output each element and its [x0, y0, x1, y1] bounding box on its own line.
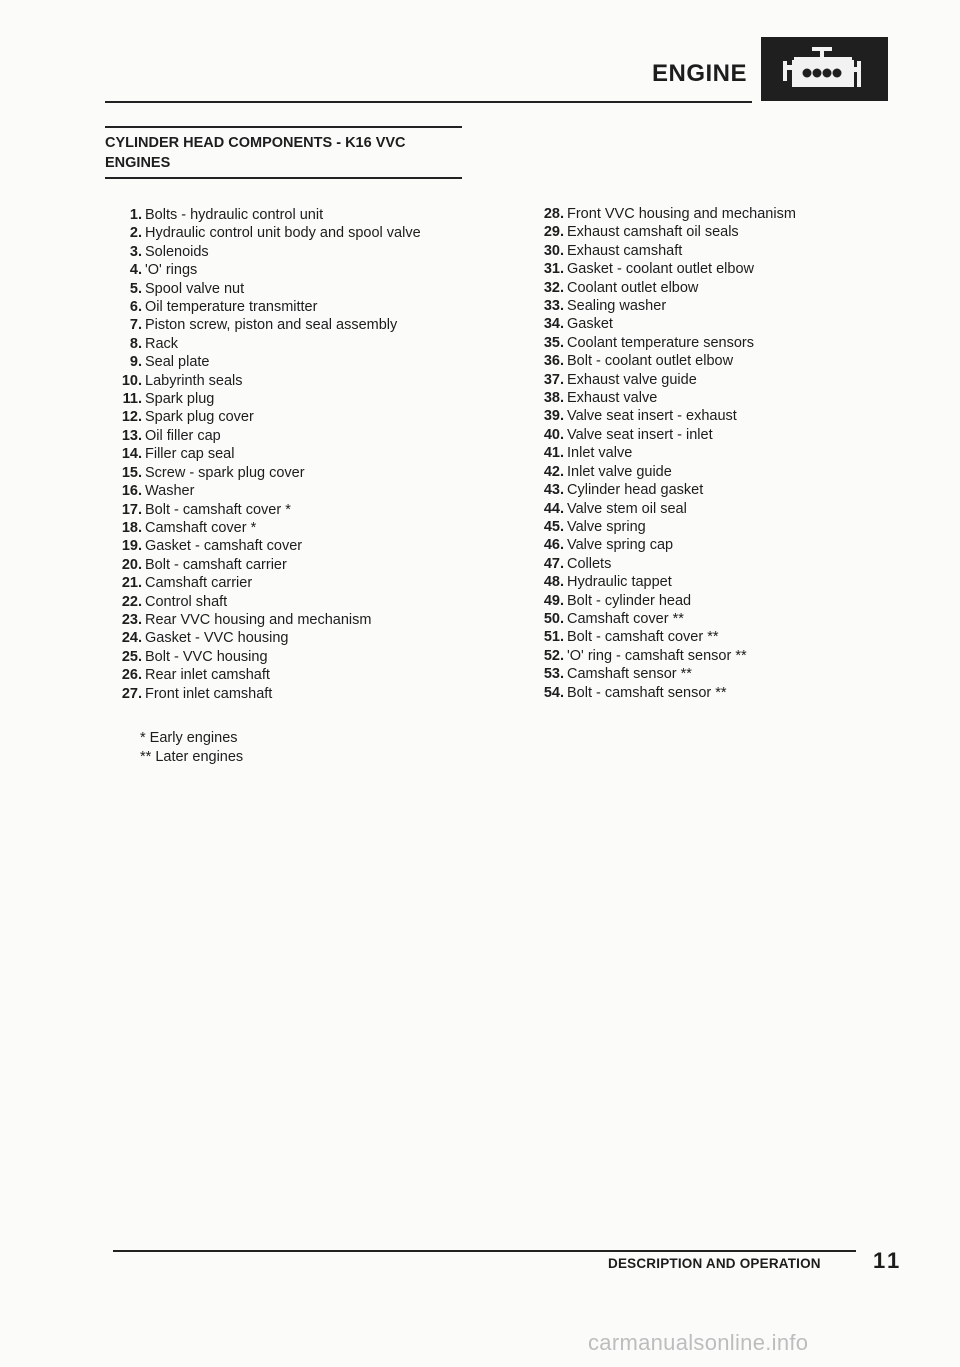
part-label: Camshaft cover * [145, 519, 257, 536]
watermark: carmanualsonline.info [588, 1330, 809, 1355]
part-number: 16. [121, 483, 142, 500]
part-label: Camshaft cover ** [567, 610, 684, 627]
list-item [103, 298, 483, 316]
part-number: 31. [543, 261, 564, 278]
part-number: 15. [121, 464, 142, 481]
part-label: Labyrinth seals [145, 372, 243, 389]
part-label: Oil temperature transmitter [145, 299, 318, 316]
list-item [527, 297, 907, 315]
part-label: Bolts - hydraulic control unit [145, 207, 324, 223]
part-label: Valve stem oil seal [567, 500, 687, 517]
part-label: Piston screw, piston and seal assembly [145, 317, 398, 334]
section-rule-top [105, 126, 462, 128]
part-number: 32. [543, 279, 564, 296]
part-number: 4. [129, 262, 142, 279]
part-label: Spark plug [145, 391, 215, 408]
part-label: Control shaft [145, 593, 228, 610]
part-label: Coolant temperature sensors [567, 334, 754, 351]
part-number: 52. [543, 647, 564, 664]
list-item [103, 501, 483, 519]
part-number: 35. [543, 334, 564, 351]
list-item [527, 500, 907, 518]
part-label: Rack [145, 335, 179, 352]
page-number: 11 [873, 1248, 903, 1273]
list-item [527, 665, 907, 683]
part-number: 13. [121, 427, 142, 444]
part-number: 23. [121, 611, 142, 628]
part-number: 26. [121, 667, 142, 684]
part-number: 36. [543, 353, 564, 370]
part-number: 12. [121, 409, 142, 426]
list-item [527, 647, 907, 665]
part-label: Hydraulic tappet [567, 574, 672, 591]
list-item [527, 444, 907, 462]
parts-list-right [527, 205, 907, 702]
part-label: Seal plate [145, 354, 210, 371]
part-number: 53. [543, 666, 564, 683]
list-item [527, 518, 907, 536]
list-item [527, 389, 907, 407]
part-number: 28. [543, 206, 564, 222]
part-label: Bolt - coolant outlet elbow [567, 353, 734, 370]
list-item [103, 556, 483, 574]
part-label: Spark plug cover [145, 409, 254, 426]
list-item [527, 628, 907, 646]
list-item [103, 666, 483, 684]
footer-section-label: DESCRIPTION AND OPERATION [608, 1256, 821, 1271]
part-label: Oil filler cap [145, 427, 221, 444]
part-label: Valve spring cap [567, 537, 674, 554]
part-label: Rear inlet camshaft [145, 667, 270, 684]
part-number: 11. [122, 391, 142, 408]
part-label: Camshaft carrier [145, 575, 253, 592]
header-rule [105, 101, 752, 103]
list-item [103, 629, 483, 647]
part-number: 17. [121, 501, 142, 518]
part-label: Solenoids [145, 243, 209, 260]
engine-icon [761, 37, 888, 101]
list-item [527, 573, 907, 591]
footer-rule [113, 1250, 856, 1252]
list-item [527, 684, 907, 702]
part-label: 'O' ring - camshaft sensor ** [567, 647, 747, 664]
part-label: Exhaust camshaft [567, 242, 683, 259]
list-item [103, 408, 483, 426]
part-number: 2. [129, 225, 142, 242]
list-item [103, 206, 483, 224]
part-label: Inlet valve guide [567, 463, 672, 480]
list-item [103, 537, 483, 555]
list-item [103, 243, 483, 261]
list-item [527, 555, 907, 573]
part-label: Inlet valve [567, 445, 633, 462]
part-label: Coolant outlet elbow [567, 279, 699, 296]
list-item [103, 482, 483, 500]
footnote-early: * Early engines [140, 730, 238, 746]
section-title: CYLINDER HEAD COMPONENTS - K16 VVC ENGINES [105, 135, 406, 171]
part-number: 9. [129, 354, 142, 371]
part-label: Bolt - camshaft sensor ** [567, 684, 727, 701]
part-number: 18. [121, 519, 142, 536]
engine-badge [761, 37, 888, 101]
footnotes [140, 729, 243, 767]
list-item [103, 648, 483, 666]
list-item [527, 407, 907, 425]
footnote-later: ** Later engines [140, 749, 244, 765]
part-label: Bolt - camshaft cover * [145, 501, 291, 518]
section-rule-bottom [105, 177, 462, 179]
part-number: 33. [543, 298, 564, 315]
list-item [527, 592, 907, 610]
part-number: 51. [543, 629, 564, 646]
part-label: Front VVC housing and mechanism [567, 206, 796, 222]
part-number: 1. [129, 207, 142, 223]
list-item [103, 574, 483, 592]
list-item [527, 352, 907, 370]
part-label: Sealing washer [567, 298, 667, 315]
part-number: 19. [121, 538, 142, 555]
part-label: Bolt - camshaft carrier [145, 556, 287, 573]
list-item [527, 242, 907, 260]
part-label: Exhaust valve guide [567, 371, 697, 388]
part-number: 34. [543, 316, 564, 333]
list-item [103, 611, 483, 629]
part-number: 25. [121, 648, 142, 665]
part-number: 49. [543, 592, 564, 609]
part-number: 5. [129, 280, 142, 297]
part-number: 30. [543, 242, 564, 259]
part-label: Camshaft sensor ** [567, 666, 692, 683]
part-number: 46. [543, 537, 564, 554]
part-number: 21. [121, 575, 142, 592]
part-label: Gasket [567, 316, 613, 333]
list-item [103, 280, 483, 298]
part-label: Rear VVC housing and mechanism [145, 611, 372, 628]
part-label: Collets [567, 555, 612, 572]
list-item [103, 335, 483, 353]
part-number: 47. [543, 555, 564, 572]
part-label: Valve spring [567, 518, 646, 535]
part-number: 38. [543, 390, 564, 407]
part-label: Filler cap seal [145, 446, 235, 463]
list-item [103, 464, 483, 482]
list-item [103, 593, 483, 611]
part-number: 39. [543, 408, 564, 425]
list-item [103, 316, 483, 334]
list-item [527, 279, 907, 297]
part-number: 54. [543, 684, 564, 701]
part-label: Cylinder head gasket [567, 482, 704, 499]
part-number: 24. [121, 630, 142, 647]
part-number: 3. [129, 243, 142, 260]
part-number: 41. [543, 445, 564, 462]
part-number: 8. [129, 335, 142, 352]
list-item [527, 260, 907, 278]
part-number: 43. [543, 482, 564, 499]
list-item [527, 481, 907, 499]
list-item [103, 390, 483, 408]
part-label: Spool valve nut [145, 280, 245, 297]
part-label: Valve seat insert - inlet [567, 426, 713, 443]
part-label: Bolt - cylinder head [567, 592, 692, 609]
list-item [527, 536, 907, 554]
list-item [527, 610, 907, 628]
list-item [527, 371, 907, 389]
part-number: 14. [121, 446, 142, 463]
part-label: Gasket - VVC housing [145, 630, 289, 647]
part-number: 7. [129, 317, 142, 334]
part-label: Exhaust valve [567, 390, 658, 407]
list-item [527, 334, 907, 352]
part-label: Front inlet camshaft [145, 685, 273, 702]
part-number: 44. [543, 500, 564, 517]
part-number: 20. [121, 556, 142, 573]
list-item [103, 427, 483, 445]
part-label: Valve seat insert - exhaust [567, 408, 737, 425]
part-number: 48. [543, 574, 564, 591]
part-number: 22. [121, 593, 142, 610]
list-item [527, 426, 907, 444]
list-item [527, 223, 907, 241]
part-label: Gasket - camshaft cover [145, 538, 303, 555]
list-item [103, 372, 483, 390]
part-number: 42. [543, 463, 564, 480]
list-item [103, 353, 483, 371]
part-number: 29. [543, 224, 564, 241]
list-item [103, 261, 483, 279]
part-label: Gasket - coolant outlet elbow [567, 261, 754, 278]
list-item [103, 445, 483, 463]
parts-list-left [103, 206, 483, 703]
part-label: 'O' rings [145, 262, 198, 279]
list-item [103, 685, 483, 703]
list-item [103, 519, 483, 537]
part-label: Bolt - VVC housing [145, 648, 268, 665]
part-number: 50. [543, 610, 564, 627]
part-number: 27. [121, 685, 142, 702]
list-item [103, 224, 483, 242]
part-label: Bolt - camshaft cover ** [567, 629, 719, 646]
part-number: 6. [129, 299, 142, 316]
part-number: 37. [543, 371, 564, 388]
list-item [527, 205, 907, 223]
chapter-title: ENGINE [652, 60, 748, 87]
list-item [527, 315, 907, 333]
part-number: 45. [543, 518, 564, 535]
part-label: Hydraulic control unit body and spool valve [145, 225, 421, 242]
list-item [527, 463, 907, 481]
part-label: Screw - spark plug cover [145, 464, 305, 481]
part-label: Washer [145, 483, 195, 500]
part-number: 10. [121, 372, 142, 389]
part-number: 40. [543, 426, 564, 443]
part-label: Exhaust camshaft oil seals [567, 224, 739, 241]
